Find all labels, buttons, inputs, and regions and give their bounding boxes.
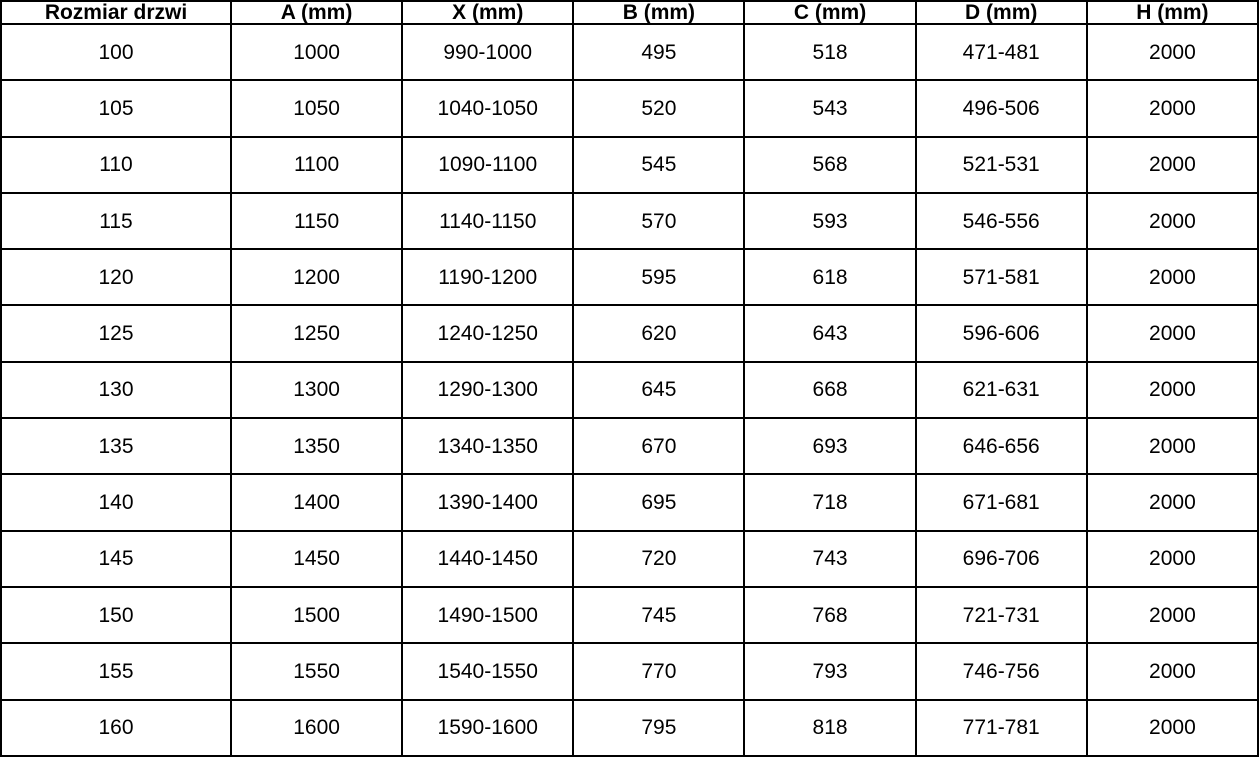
table-cell: 720 <box>573 531 744 587</box>
table-row <box>1 587 1258 643</box>
table-cell: 2000 <box>1087 249 1258 305</box>
table-cell: 1240-1250 <box>402 305 573 361</box>
column-header-rozmiar-drzwi: Rozmiar drzwi <box>1 1 231 24</box>
column-header-x-mm: X (mm) <box>402 1 573 24</box>
table-cell: 1350 <box>231 418 402 474</box>
table-cell: 1400 <box>231 474 402 530</box>
table-row <box>1 24 1258 80</box>
table-body <box>1 24 1258 756</box>
table-cell: 645 <box>573 362 744 418</box>
table-cell: 135 <box>1 418 231 474</box>
table-cell: 545 <box>573 137 744 193</box>
table-row <box>1 643 1258 699</box>
table-cell: 793 <box>744 643 915 699</box>
table-cell: 471-481 <box>916 24 1087 80</box>
table-cell: 1340-1350 <box>402 418 573 474</box>
table-cell: 721-731 <box>916 587 1087 643</box>
column-header-d-mm: D (mm) <box>916 1 1087 24</box>
table-cell: 1390-1400 <box>402 474 573 530</box>
table-cell: 1540-1550 <box>402 643 573 699</box>
table-cell: 696-706 <box>916 531 1087 587</box>
table-cell: 2000 <box>1087 531 1258 587</box>
column-header-h-mm: H (mm) <box>1087 1 1258 24</box>
table-cell: 620 <box>573 305 744 361</box>
table-cell: 546-556 <box>916 193 1087 249</box>
table-cell: 670 <box>573 418 744 474</box>
table-row <box>1 80 1258 136</box>
table-cell: 718 <box>744 474 915 530</box>
table-cell: 1150 <box>231 193 402 249</box>
table-cell: 1590-1600 <box>402 700 573 756</box>
table-cell: 150 <box>1 587 231 643</box>
column-header-a-mm: A (mm) <box>231 1 402 24</box>
header-row <box>1 1 1258 24</box>
table-cell: 1490-1500 <box>402 587 573 643</box>
table-cell: 621-631 <box>916 362 1087 418</box>
table-cell: 2000 <box>1087 362 1258 418</box>
table-cell: 2000 <box>1087 474 1258 530</box>
table-cell: 990-1000 <box>402 24 573 80</box>
table-cell: 140 <box>1 474 231 530</box>
table-cell: 596-606 <box>916 305 1087 361</box>
table-cell: 1190-1200 <box>402 249 573 305</box>
table-row <box>1 249 1258 305</box>
table-row <box>1 305 1258 361</box>
table-cell: 1440-1450 <box>402 531 573 587</box>
table-cell: 518 <box>744 24 915 80</box>
table-cell: 543 <box>744 80 915 136</box>
table-cell: 1040-1050 <box>402 80 573 136</box>
table-cell: 1000 <box>231 24 402 80</box>
table-cell: 2000 <box>1087 643 1258 699</box>
table-row <box>1 193 1258 249</box>
table-cell: 155 <box>1 643 231 699</box>
table-row <box>1 531 1258 587</box>
table-cell: 571-581 <box>916 249 1087 305</box>
table-cell: 1200 <box>231 249 402 305</box>
table-row <box>1 700 1258 756</box>
table-cell: 1450 <box>231 531 402 587</box>
table-cell: 1140-1150 <box>402 193 573 249</box>
table-cell: 2000 <box>1087 305 1258 361</box>
table-cell: 668 <box>744 362 915 418</box>
table-cell: 125 <box>1 305 231 361</box>
table-cell: 595 <box>573 249 744 305</box>
column-header-b-mm: B (mm) <box>573 1 744 24</box>
table-cell: 1300 <box>231 362 402 418</box>
table-cell: 1100 <box>231 137 402 193</box>
table-cell: 1550 <box>231 643 402 699</box>
table-cell: 695 <box>573 474 744 530</box>
table-cell: 2000 <box>1087 137 1258 193</box>
table-cell: 818 <box>744 700 915 756</box>
table-cell: 693 <box>744 418 915 474</box>
table-cell: 768 <box>744 587 915 643</box>
table-cell: 160 <box>1 700 231 756</box>
table-cell: 120 <box>1 249 231 305</box>
table-cell: 2000 <box>1087 193 1258 249</box>
table-cell: 1050 <box>231 80 402 136</box>
table-row <box>1 362 1258 418</box>
table-cell: 100 <box>1 24 231 80</box>
table-row <box>1 418 1258 474</box>
table-cell: 110 <box>1 137 231 193</box>
table-cell: 671-681 <box>916 474 1087 530</box>
table-cell: 795 <box>573 700 744 756</box>
table-cell: 1600 <box>231 700 402 756</box>
table-cell: 568 <box>744 137 915 193</box>
table-cell: 1250 <box>231 305 402 361</box>
table-cell: 770 <box>573 643 744 699</box>
table-cell: 105 <box>1 80 231 136</box>
column-header-c-mm: C (mm) <box>744 1 915 24</box>
table-cell: 2000 <box>1087 418 1258 474</box>
table-cell: 743 <box>744 531 915 587</box>
table-cell: 646-656 <box>916 418 1087 474</box>
table-cell: 618 <box>744 249 915 305</box>
table-cell: 495 <box>573 24 744 80</box>
table-cell: 570 <box>573 193 744 249</box>
table-cell: 643 <box>744 305 915 361</box>
table-cell: 1500 <box>231 587 402 643</box>
table-cell: 115 <box>1 193 231 249</box>
table-row <box>1 137 1258 193</box>
table-cell: 521-531 <box>916 137 1087 193</box>
table-cell: 2000 <box>1087 24 1258 80</box>
table-cell: 520 <box>573 80 744 136</box>
table-cell: 145 <box>1 531 231 587</box>
table-cell: 2000 <box>1087 587 1258 643</box>
table-cell: 1090-1100 <box>402 137 573 193</box>
table-cell: 2000 <box>1087 700 1258 756</box>
table-cell: 130 <box>1 362 231 418</box>
table-cell: 593 <box>744 193 915 249</box>
table-cell: 2000 <box>1087 80 1258 136</box>
table-cell: 745 <box>573 587 744 643</box>
table-cell: 746-756 <box>916 643 1087 699</box>
table-row <box>1 474 1258 530</box>
table-cell: 1290-1300 <box>402 362 573 418</box>
table-cell: 496-506 <box>916 80 1087 136</box>
table-cell: 771-781 <box>916 700 1087 756</box>
